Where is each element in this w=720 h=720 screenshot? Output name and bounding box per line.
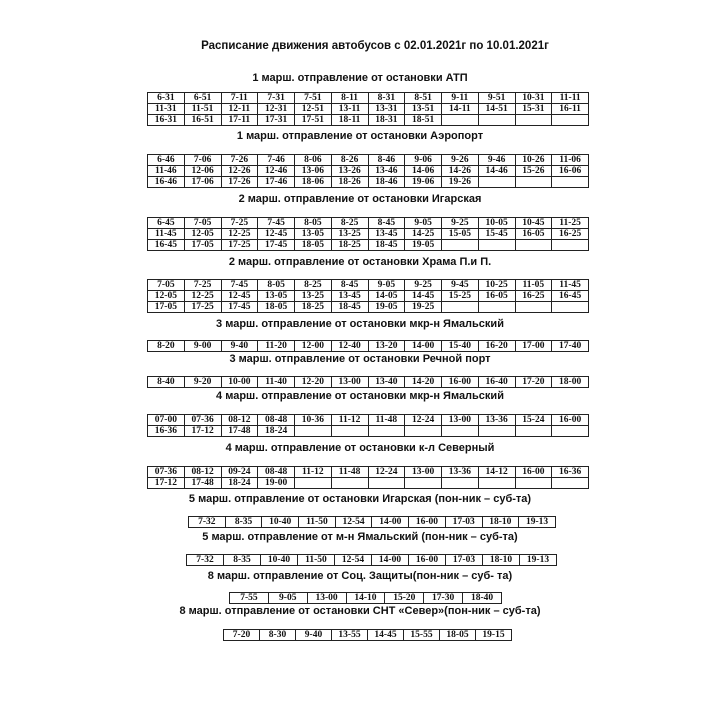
departure-time-cell: 15-20 (385, 593, 424, 604)
schedule-table (147, 376, 589, 388)
departure-time-cell: 9-20 (184, 377, 221, 388)
departure-time-cell: 18-46 (368, 177, 405, 188)
departure-time-cell: 11-20 (258, 341, 295, 352)
departure-time-cell: 16-25 (552, 229, 589, 240)
departure-time-cell: 17-51 (295, 115, 332, 126)
departure-time-cell: 17-03 (446, 555, 483, 566)
departure-time-cell: 16-00 (409, 555, 446, 566)
departure-time-cell: 09-24 (221, 467, 258, 478)
departure-time-cell: 18-05 (295, 240, 332, 251)
departure-time-cell: 16-00 (515, 467, 552, 478)
departure-time-cell (331, 478, 368, 489)
departure-time-cell (442, 478, 479, 489)
departure-time-cell: 12-26 (221, 166, 258, 177)
departure-time-cell: 17-11 (221, 115, 258, 126)
departure-time-cell: 15-55 (404, 630, 440, 641)
departure-time-cell: 12-24 (405, 415, 442, 426)
departure-time-cell: 9-25 (442, 218, 479, 229)
departure-time-cell: 13-25 (331, 229, 368, 240)
departure-time-cell: 18-26 (331, 177, 368, 188)
departure-time-cell: 17-45 (258, 240, 295, 251)
departure-time-cell: 14-45 (368, 630, 404, 641)
departure-time-cell: 17-03 (445, 517, 482, 528)
departure-time-cell: 14-51 (478, 104, 515, 115)
departure-time-cell: 7-46 (258, 155, 295, 166)
departure-time-cell: 14-25 (405, 229, 442, 240)
schedule-table (147, 466, 589, 489)
departure-time-cell: 12-45 (258, 229, 295, 240)
departure-time-cell: 17-40 (552, 341, 589, 352)
departure-time-cell: 19-05 (405, 240, 442, 251)
departure-time-cell (442, 240, 479, 251)
departure-time-cell: 14-12 (478, 467, 515, 478)
schedule-table (186, 554, 557, 566)
table-row (148, 155, 589, 166)
departure-time-cell: 16-31 (148, 115, 185, 126)
departure-time-cell: 10-26 (515, 155, 552, 166)
departure-time-cell: 8-51 (405, 93, 442, 104)
departure-time-cell: 12-11 (221, 104, 258, 115)
departure-time-cell: 17-45 (221, 302, 258, 313)
departure-time-cell: 7-26 (221, 155, 258, 166)
departure-time-cell: 10-40 (261, 555, 298, 566)
departure-time-cell: 16-45 (148, 240, 185, 251)
departure-time-cell (442, 115, 479, 126)
departure-time-cell (515, 115, 552, 126)
section-heading: 2 марш. отправление от остановки Храма П.и П. (228, 256, 492, 268)
departure-time-cell (478, 177, 515, 188)
departure-time-cell: 17-00 (515, 341, 552, 352)
departure-time-cell: 12-54 (335, 517, 372, 528)
departure-time-cell: 8-30 (260, 630, 296, 641)
departure-time-cell: 7-32 (189, 517, 226, 528)
section-heading: 3 марш. отправление от остановки мкр-н Ямальский (216, 318, 504, 330)
departure-time-cell (552, 115, 589, 126)
departure-time-cell: 10-00 (221, 377, 258, 388)
departure-time-cell: 11-11 (552, 93, 589, 104)
departure-time-cell: 08-12 (221, 415, 258, 426)
departure-time-cell: 15-25 (442, 291, 479, 302)
departure-time-cell: 19-13 (520, 555, 557, 566)
departure-time-cell: 8-06 (295, 155, 332, 166)
departure-time-cell: 8-05 (295, 218, 332, 229)
table-row (148, 291, 589, 302)
departure-time-cell: 17-20 (515, 377, 552, 388)
departure-time-cell: 18-40 (463, 593, 502, 604)
departure-time-cell: 08-12 (184, 467, 221, 478)
departure-time-cell: 17-25 (221, 240, 258, 251)
departure-time-cell: 10-31 (515, 93, 552, 104)
departure-time-cell (478, 302, 515, 313)
departure-time-cell (478, 426, 515, 437)
departure-time-cell: 18-31 (368, 115, 405, 126)
departure-time-cell: 8-31 (368, 93, 405, 104)
table-row (148, 302, 589, 313)
departure-time-cell: 17-12 (184, 426, 221, 437)
departure-time-cell: 18-24 (258, 426, 295, 437)
departure-time-cell: 7-25 (184, 280, 221, 291)
departure-time-cell: 14-45 (405, 291, 442, 302)
departure-time-cell (368, 478, 405, 489)
departure-time-cell: 17-05 (148, 302, 185, 313)
departure-time-cell (442, 426, 479, 437)
table-row (148, 467, 589, 478)
departure-time-cell: 11-12 (331, 415, 368, 426)
departure-time-cell: 16-11 (552, 104, 589, 115)
table-row (148, 478, 589, 489)
section-heading: 8 марш. отправление от остановки СНТ «Север»(пон-ник – суб-та) (179, 605, 541, 617)
table-row (148, 377, 589, 388)
departure-time-cell (552, 478, 589, 489)
departure-time-cell: 18-10 (482, 517, 519, 528)
departure-time-cell (368, 426, 405, 437)
table-row (148, 177, 589, 188)
departure-time-cell: 7-20 (224, 630, 260, 641)
departure-time-cell: 14-46 (478, 166, 515, 177)
section-heading: 5 марш. отправление от м-н Ямальский (пон-ник – суб-та) (202, 531, 518, 543)
departure-time-cell: 8-35 (225, 517, 262, 528)
departure-time-cell: 18-00 (552, 377, 589, 388)
departure-time-cell: 18-25 (331, 240, 368, 251)
departure-time-cell: 11-48 (368, 415, 405, 426)
departure-time-cell: 07-00 (148, 415, 185, 426)
table-row (148, 426, 589, 437)
departure-time-cell (405, 478, 442, 489)
departure-time-cell (478, 478, 515, 489)
departure-time-cell: 17-46 (258, 177, 295, 188)
departure-time-cell: 13-45 (331, 291, 368, 302)
departure-time-cell: 7-31 (258, 93, 295, 104)
departure-time-cell: 14-00 (405, 341, 442, 352)
departure-time-cell: 17-48 (184, 478, 221, 489)
departure-time-cell: 7-51 (295, 93, 332, 104)
table-row (187, 555, 557, 566)
departure-time-cell: 17-30 (424, 593, 463, 604)
departure-time-cell (515, 478, 552, 489)
table-row (148, 104, 589, 115)
departure-time-cell (552, 240, 589, 251)
schedule-table (147, 154, 589, 188)
departure-time-cell: 12-05 (148, 291, 185, 302)
departure-time-cell: 15-26 (515, 166, 552, 177)
departure-time-cell: 11-45 (552, 280, 589, 291)
departure-time-cell (478, 115, 515, 126)
departure-time-cell: 19-15 (476, 630, 512, 641)
departure-time-cell: 13-36 (442, 467, 479, 478)
departure-time-cell: 13-51 (405, 104, 442, 115)
schedule-table (223, 629, 512, 641)
departure-time-cell: 18-11 (331, 115, 368, 126)
departure-time-cell: 13-20 (368, 341, 405, 352)
section-heading: 3 марш. отправление от остановки Речной порт (229, 353, 491, 365)
departure-time-cell: 14-11 (442, 104, 479, 115)
departure-time-cell (515, 240, 552, 251)
table-row (148, 229, 589, 240)
departure-time-cell: 19-26 (442, 177, 479, 188)
departure-time-cell: 17-12 (148, 478, 185, 489)
departure-time-cell: 8-26 (331, 155, 368, 166)
departure-time-cell: 18-05 (258, 302, 295, 313)
departure-time-cell: 12-51 (295, 104, 332, 115)
departure-time-cell: 12-25 (184, 291, 221, 302)
departure-time-cell: 15-05 (442, 229, 479, 240)
departure-time-cell: 12-06 (184, 166, 221, 177)
departure-time-cell: 7-05 (148, 280, 185, 291)
departure-time-cell: 9-45 (442, 280, 479, 291)
departure-time-cell: 16-40 (478, 377, 515, 388)
departure-time-cell: 13-55 (332, 630, 368, 641)
departure-time-cell: 11-40 (258, 377, 295, 388)
departure-time-cell: 13-31 (368, 104, 405, 115)
departure-time-cell: 9-26 (442, 155, 479, 166)
schedule-table (147, 279, 589, 313)
table-row (224, 630, 512, 641)
departure-time-cell: 7-11 (221, 93, 258, 104)
departure-time-cell: 13-05 (258, 291, 295, 302)
departure-time-cell: 10-25 (478, 280, 515, 291)
departure-time-cell: 10-05 (478, 218, 515, 229)
departure-time-cell: 13-45 (368, 229, 405, 240)
departure-time-cell: 18-45 (368, 240, 405, 251)
departure-time-cell (515, 177, 552, 188)
table-row (189, 517, 556, 528)
departure-time-cell: 10-36 (295, 415, 332, 426)
departure-time-cell: 7-45 (221, 280, 258, 291)
departure-time-cell: 9-00 (184, 341, 221, 352)
departure-time-cell: 10-40 (262, 517, 299, 528)
departure-time-cell: 16-00 (442, 377, 479, 388)
table-row (148, 166, 589, 177)
departure-time-cell: 8-25 (295, 280, 332, 291)
departure-time-cell: 16-00 (409, 517, 446, 528)
departure-time-cell: 7-05 (184, 218, 221, 229)
departure-time-cell: 13-00 (442, 415, 479, 426)
departure-time-cell: 9-51 (478, 93, 515, 104)
departure-time-cell: 17-25 (184, 302, 221, 313)
departure-time-cell: 8-45 (368, 218, 405, 229)
departure-time-cell: 18-24 (221, 478, 258, 489)
departure-time-cell: 12-20 (295, 377, 332, 388)
schedule-table (147, 340, 589, 352)
departure-time-cell: 14-00 (372, 555, 409, 566)
schedule-table (147, 414, 589, 437)
departure-time-cell: 13-40 (368, 377, 405, 388)
departure-time-cell: 9-40 (296, 630, 332, 641)
departure-time-cell: 16-06 (552, 166, 589, 177)
departure-time-cell: 9-06 (405, 155, 442, 166)
departure-time-cell: 11-50 (298, 555, 335, 566)
departure-time-cell: 17-26 (221, 177, 258, 188)
departure-time-cell: 9-05 (368, 280, 405, 291)
section-heading: 1 марш. отправление от остановки Аэропорт (236, 130, 484, 142)
departure-time-cell: 18-51 (405, 115, 442, 126)
departure-time-cell: 17-05 (184, 240, 221, 251)
departure-time-cell: 6-45 (148, 218, 185, 229)
departure-time-cell: 8-05 (258, 280, 295, 291)
schedule-table (188, 516, 556, 528)
departure-time-cell: 17-48 (221, 426, 258, 437)
departure-time-cell: 12-31 (258, 104, 295, 115)
table-row (148, 218, 589, 229)
departure-time-cell: 8-35 (224, 555, 261, 566)
table-row (230, 593, 502, 604)
departure-time-cell (295, 478, 332, 489)
departure-time-cell: 12-54 (335, 555, 372, 566)
departure-time-cell: 12-00 (295, 341, 332, 352)
departure-time-cell: 13-06 (295, 166, 332, 177)
departure-time-cell: 10-45 (515, 218, 552, 229)
departure-time-cell: 07-36 (148, 467, 185, 478)
document-title: Расписание движения автобусов с 02.01.2021г по 10.01.2021г (201, 40, 549, 52)
departure-time-cell: 16-25 (515, 291, 552, 302)
section-heading: 4 марш. отправление от остановки к-л Северный (225, 442, 495, 454)
departure-time-cell: 14-05 (368, 291, 405, 302)
departure-time-cell: 13-05 (295, 229, 332, 240)
departure-time-cell: 14-10 (346, 593, 385, 604)
departure-time-cell: 18-45 (331, 302, 368, 313)
departure-time-cell: 08-48 (258, 467, 295, 478)
departure-time-cell (405, 426, 442, 437)
departure-time-cell (442, 302, 479, 313)
departure-time-cell (515, 302, 552, 313)
departure-time-cell: 19-00 (258, 478, 295, 489)
departure-time-cell (552, 302, 589, 313)
departure-time-cell: 12-05 (184, 229, 221, 240)
departure-time-cell: 15-31 (515, 104, 552, 115)
departure-time-cell: 11-05 (515, 280, 552, 291)
departure-time-cell: 11-31 (148, 104, 185, 115)
departure-time-cell: 8-45 (331, 280, 368, 291)
departure-time-cell: 7-45 (258, 218, 295, 229)
departure-time-cell: 13-36 (478, 415, 515, 426)
departure-time-cell: 14-26 (442, 166, 479, 177)
departure-time-cell (552, 426, 589, 437)
departure-time-cell: 14-20 (405, 377, 442, 388)
departure-time-cell: 11-25 (552, 218, 589, 229)
departure-time-cell: 9-46 (478, 155, 515, 166)
departure-time-cell: 14-00 (372, 517, 409, 528)
departure-time-cell: 16-05 (515, 229, 552, 240)
departure-time-cell: 19-13 (519, 517, 556, 528)
departure-time-cell (478, 240, 515, 251)
section-heading: 2 марш. отправление от остановки Игарская (238, 193, 482, 205)
departure-time-cell: 9-25 (405, 280, 442, 291)
departure-time-cell: 17-31 (258, 115, 295, 126)
departure-time-cell: 12-24 (368, 467, 405, 478)
departure-time-cell: 11-50 (299, 517, 336, 528)
departure-time-cell: 13-00 (307, 593, 346, 604)
departure-time-cell: 16-46 (148, 177, 185, 188)
departure-time-cell: 7-06 (184, 155, 221, 166)
departure-time-cell: 13-46 (368, 166, 405, 177)
table-row (148, 341, 589, 352)
departure-time-cell: 16-36 (148, 426, 185, 437)
table-row (148, 93, 589, 104)
section-heading: 5 марш. отправление от остановки Игарская (пон-ник – суб-та) (188, 493, 532, 505)
departure-time-cell: 11-45 (148, 229, 185, 240)
departure-time-cell: 13-00 (331, 377, 368, 388)
departure-time-cell: 16-45 (552, 291, 589, 302)
departure-time-cell: 12-40 (331, 341, 368, 352)
departure-time-cell (331, 426, 368, 437)
departure-time-cell (552, 177, 589, 188)
departure-time-cell: 18-10 (483, 555, 520, 566)
departure-time-cell: 16-51 (184, 115, 221, 126)
section-heading: 8 марш. отправление от Соц. Защиты(пон-ник – суб- та) (207, 570, 513, 582)
departure-time-cell: 17-06 (184, 177, 221, 188)
schedule-table (147, 92, 589, 126)
schedule-table (229, 592, 502, 604)
departure-time-cell: 16-00 (552, 415, 589, 426)
departure-time-cell: 16-05 (478, 291, 515, 302)
departure-time-cell: 7-32 (187, 555, 224, 566)
departure-time-cell: 6-31 (148, 93, 185, 104)
departure-time-cell: 15-45 (478, 229, 515, 240)
departure-time-cell: 9-40 (221, 341, 258, 352)
departure-time-cell: 18-25 (295, 302, 332, 313)
departure-time-cell: 15-40 (442, 341, 479, 352)
departure-time-cell: 15-24 (515, 415, 552, 426)
table-row (148, 240, 589, 251)
departure-time-cell: 8-40 (148, 377, 185, 388)
departure-time-cell: 8-20 (148, 341, 185, 352)
departure-time-cell: 13-00 (405, 467, 442, 478)
departure-time-cell: 19-05 (368, 302, 405, 313)
departure-time-cell: 12-45 (221, 291, 258, 302)
departure-time-cell: 14-06 (405, 166, 442, 177)
departure-time-cell (515, 426, 552, 437)
section-heading: 4 марш. отправление от остановки мкр-н Ямальский (216, 390, 504, 402)
departure-time-cell: 7-55 (230, 593, 269, 604)
departure-time-cell: 16-36 (552, 467, 589, 478)
departure-time-cell: 13-25 (295, 291, 332, 302)
schedule-table (147, 217, 589, 251)
departure-time-cell: 8-25 (331, 218, 368, 229)
section-heading: 1 марш. отправление от остановки АТП (252, 72, 468, 84)
departure-time-cell: 11-06 (552, 155, 589, 166)
departure-time-cell: 13-11 (331, 104, 368, 115)
departure-time-cell: 11-51 (184, 104, 221, 115)
departure-time-cell: 11-46 (148, 166, 185, 177)
departure-time-cell: 16-20 (478, 341, 515, 352)
departure-time-cell: 11-12 (295, 467, 332, 478)
departure-time-cell: 8-11 (331, 93, 368, 104)
departure-time-cell: 13-26 (331, 166, 368, 177)
departure-time-cell: 6-46 (148, 155, 185, 166)
departure-time-cell: 9-05 (268, 593, 307, 604)
departure-time-cell: 18-05 (440, 630, 476, 641)
departure-time-cell: 12-46 (258, 166, 295, 177)
departure-time-cell: 9-05 (405, 218, 442, 229)
departure-time-cell: 07-36 (184, 415, 221, 426)
departure-time-cell: 19-25 (405, 302, 442, 313)
departure-time-cell: 8-46 (368, 155, 405, 166)
table-row (148, 280, 589, 291)
departure-time-cell: 12-25 (221, 229, 258, 240)
departure-time-cell: 08-48 (258, 415, 295, 426)
departure-time-cell: 9-11 (442, 93, 479, 104)
departure-time-cell: 11-48 (331, 467, 368, 478)
departure-time-cell: 7-25 (221, 218, 258, 229)
departure-time-cell: 19-06 (405, 177, 442, 188)
table-row (148, 115, 589, 126)
departure-time-cell: 6-51 (184, 93, 221, 104)
departure-time-cell: 18-06 (295, 177, 332, 188)
table-row (148, 415, 589, 426)
departure-time-cell (295, 426, 332, 437)
